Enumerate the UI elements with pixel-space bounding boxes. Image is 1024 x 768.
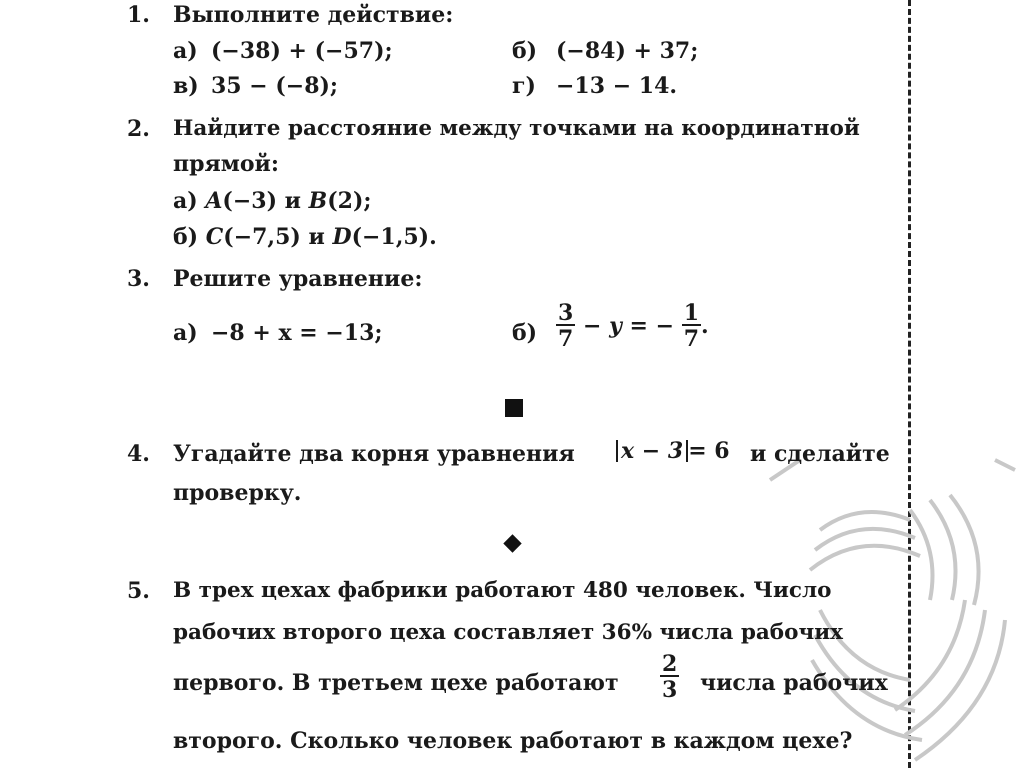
task-1c-expr: 35 − (−8);: [211, 73, 339, 99]
task-3b-end: .: [701, 313, 709, 339]
absolute-value: x − 3: [616, 440, 688, 462]
task-1d-expr: −13 − 14.: [556, 73, 678, 99]
task-3b-expr: [556, 302, 709, 350]
task-1a-label: а): [173, 38, 198, 64]
fraction-denominator: 7: [683, 326, 700, 352]
fraction-3-7: [556, 302, 575, 350]
task-5-line3-after: числа рабочих: [700, 670, 888, 696]
task-1d-label: г): [512, 73, 536, 99]
task-2-number: 2.: [127, 116, 150, 142]
task-2a-label: а): [173, 188, 198, 214]
task-5-line4: второго. Сколько человек работают в каждом цехе?: [173, 728, 853, 754]
fraction-denominator: 7: [558, 326, 574, 352]
decorative-swirl: [760, 440, 1024, 768]
task-2-title-line1: Найдите расстояние между точками на координатной: [173, 116, 860, 141]
fraction-numerator: 1: [683, 300, 700, 326]
task-3b-label: б): [512, 320, 538, 346]
task-1-title: Выполните действие:: [173, 2, 454, 28]
fraction-2-3: [660, 653, 679, 701]
fraction-denominator: 3: [662, 677, 678, 703]
point-b-coord: (2);: [327, 188, 372, 214]
task-1b-label: б): [512, 38, 538, 64]
task-1a-expr: (−38) + (−57);: [211, 38, 393, 64]
task-3a-expr: −8 + x = −13;: [211, 320, 383, 346]
point-d-coord: (−1,5).: [351, 224, 437, 250]
task-1b-expr: (−84) + 37;: [556, 38, 699, 64]
task-3-number: 3.: [127, 266, 150, 292]
task-2a: [173, 190, 372, 212]
point-a-coord: (−3): [222, 188, 277, 214]
task-5-line1: В трех цехах фабрики работают 480 человек. Число: [173, 578, 832, 603]
task-5-number: 5.: [127, 578, 150, 604]
task-2-title-line2: прямой:: [173, 151, 279, 177]
task-5-line2: рабочих второго цеха составляет 36% числа рабочих: [173, 620, 843, 645]
task-1-number: 1.: [127, 2, 150, 28]
task-3b-mid: − y = −: [582, 313, 675, 339]
task-4-line2: проверку.: [173, 480, 302, 506]
task-4-text-before: Угадайте два корня уравнения: [173, 441, 575, 467]
fraction-numerator: 2: [662, 651, 678, 677]
fraction-numerator: 3: [558, 300, 574, 326]
diamond-marker: [503, 534, 521, 552]
task-2b: [173, 226, 437, 248]
task-4-text-after: и сделайте: [750, 441, 890, 467]
fraction-1-7: [682, 302, 701, 350]
point-c-name: C: [205, 224, 224, 250]
task-2b-and: и: [308, 224, 325, 250]
task-4-number: 4.: [127, 441, 150, 467]
task-5-line3-before: первого. В третьем цехе работают: [173, 670, 619, 696]
task-2a-and: и: [284, 188, 301, 214]
point-b-name: B: [308, 188, 328, 214]
task-2b-label: б): [173, 224, 199, 250]
point-c-coord: (−7,5): [223, 224, 301, 250]
point-d-name: D: [332, 224, 352, 250]
task-3a-label: а): [173, 320, 198, 346]
task-1c-label: в): [173, 73, 199, 99]
task-4-equation: [616, 440, 730, 462]
square-marker: [505, 399, 523, 417]
task-3-title: Решите уравнение:: [173, 266, 423, 292]
task-4-eq: = 6: [688, 438, 730, 464]
point-a-name: A: [205, 188, 223, 214]
